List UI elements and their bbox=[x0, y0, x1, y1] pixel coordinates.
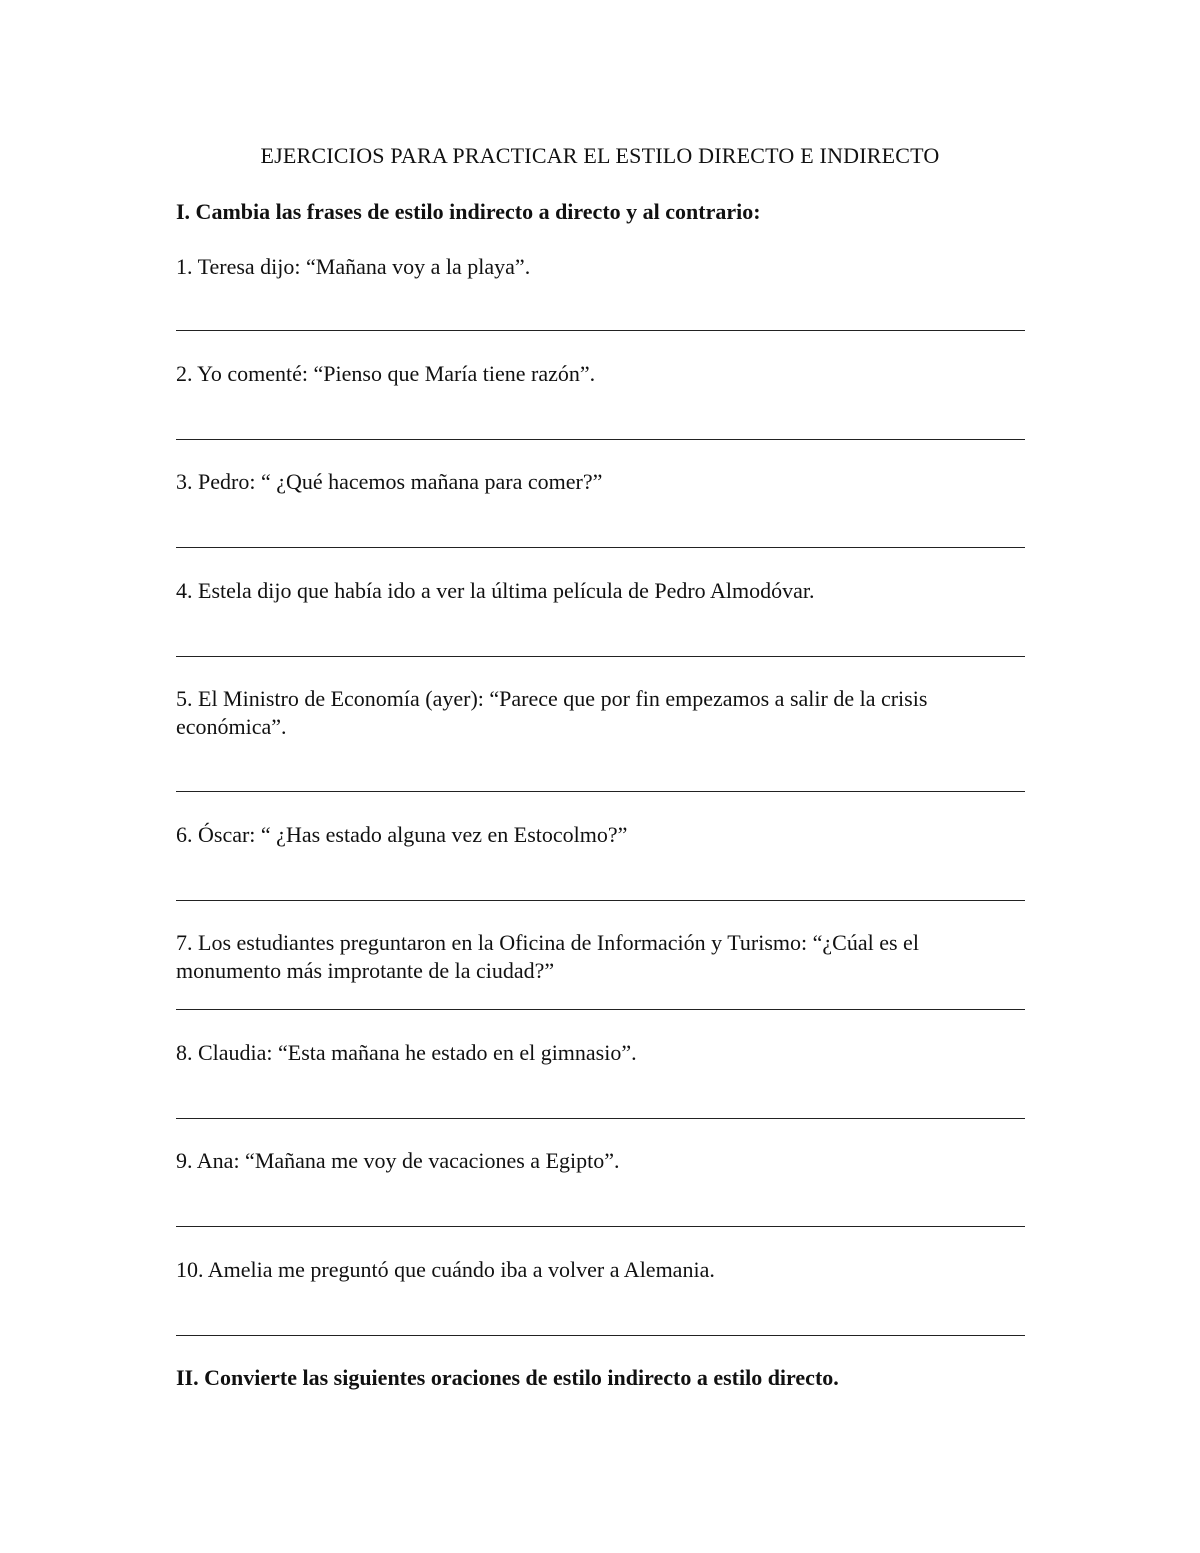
exercise-7-text: 7. Los estudiantes preguntaron en la Oficina de Información y Turismo: “¿Cúal es el monumento más improtante de la ciudad?” bbox=[176, 930, 919, 983]
exercise-10-text: 10. Amelia me preguntó que cuándo iba a volver a Alemania. bbox=[176, 1257, 715, 1282]
exercise-3-text: 3. Pedro: “ ¿Qué hacemos mañana para comer?” bbox=[176, 469, 603, 494]
exercise-2-text: 2. Yo comenté: “Pienso que María tiene razón”. bbox=[176, 361, 596, 386]
exercise-9-text: 9. Ana: “Mañana me voy de vacaciones a Egipto”. bbox=[176, 1148, 620, 1173]
exercise-5-text: 5. El Ministro de Economía (ayer): “Parece que por fin empezamos a salir de la crisis económica”. bbox=[176, 686, 928, 739]
exercise-9-answer-line bbox=[176, 1226, 1025, 1227]
exercise-1-text: 1. Teresa dijo: “Mañana voy a la playa”. bbox=[176, 254, 531, 279]
section-1-heading: I. Cambia las frases de estilo indirecto a directo y al contrario: bbox=[176, 199, 761, 224]
exercise-6-answer-line bbox=[176, 900, 1025, 901]
document-title: EJERCICIOS PARA PRACTICAR EL ESTILO DIRECTO E INDIRECTO bbox=[260, 143, 940, 168]
exercise-8-text: 8. Claudia: “Esta mañana he estado en el gimnasio”. bbox=[176, 1040, 637, 1065]
exercise-3-answer-line bbox=[176, 547, 1025, 548]
exercise-1-answer-line bbox=[176, 330, 1025, 331]
exercise-2-answer-line bbox=[176, 439, 1025, 440]
exercise-6-text: 6. Óscar: “ ¿Has estado alguna vez en Estocolmo?” bbox=[176, 822, 628, 847]
exercise-4-answer-line bbox=[176, 656, 1025, 657]
exercise-7-answer-line bbox=[176, 1009, 1025, 1010]
exercise-4-text: 4. Estela dijo que había ido a ver la última película de Pedro Almodóvar. bbox=[176, 578, 815, 603]
exercise-10-answer-line bbox=[176, 1335, 1025, 1336]
section-2-heading: II. Convierte las siguientes oraciones de estilo indirecto a estilo directo. bbox=[176, 1365, 839, 1390]
exercise-5-answer-line bbox=[176, 791, 1025, 792]
exercise-8-answer-line bbox=[176, 1118, 1025, 1119]
